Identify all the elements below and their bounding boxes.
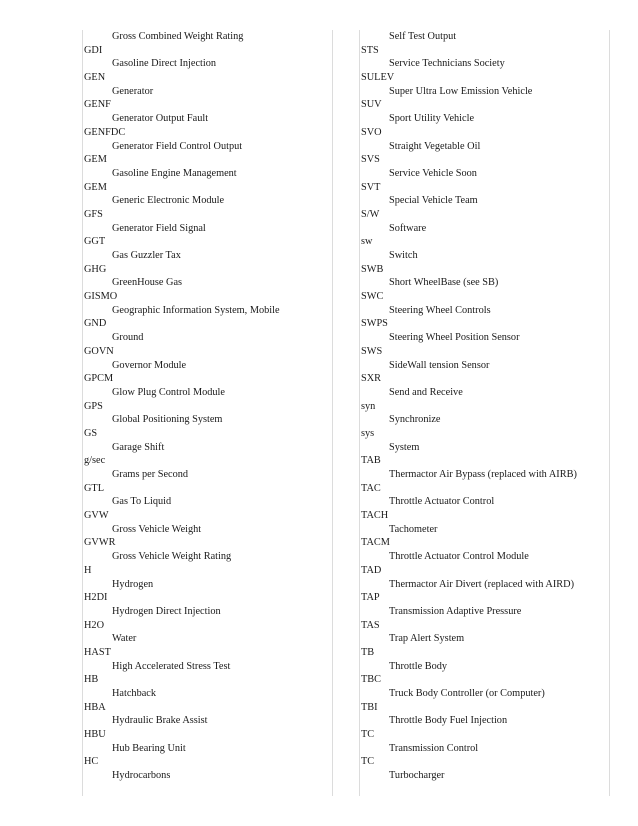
entry-abbreviation: SVT (361, 181, 381, 193)
left-glossary-column (82, 30, 333, 796)
glossary-entry (83, 208, 332, 235)
glossary-entry (83, 181, 332, 208)
entry-definition: Hydrogen (112, 578, 154, 590)
entry-definition: Special Vehicle Team (389, 195, 478, 207)
entry-abbreviation: sys (361, 427, 375, 439)
entry-definition: Transmission Adaptive Pressure (389, 605, 522, 617)
entry-definition: Steering Wheel Position Sensor (389, 332, 520, 344)
entry-definition: Garage Shift (112, 441, 165, 453)
entry-abbreviation: GGT (84, 236, 106, 248)
entry-abbreviation: syn (361, 400, 376, 412)
entry-definition: Throttle Body Fuel Injection (389, 715, 508, 727)
entry-definition: Switch (389, 250, 418, 261)
glossary-entry (360, 454, 609, 481)
glossary-entry (360, 263, 609, 290)
glossary-entry (83, 701, 332, 728)
entry-abbreviation: SXR (361, 373, 382, 385)
entry-definition: Generator Field Signal (112, 222, 206, 234)
entry-definition: Software (389, 222, 427, 234)
entry-abbreviation: GENF (84, 99, 111, 111)
glossary-entry (83, 400, 332, 427)
entry-abbreviation: SWC (361, 291, 384, 303)
entry-abbreviation: g/sec (84, 455, 106, 467)
entry-abbreviation: SWS (361, 345, 383, 357)
glossary-entry (83, 372, 332, 399)
glossary-entry (360, 536, 609, 563)
entry-abbreviation: GEM (84, 181, 107, 193)
entry-abbreviation: GOVN (84, 345, 114, 357)
glossary-entry (360, 208, 609, 235)
entry-abbreviation: H (84, 564, 92, 576)
glossary-entry (360, 564, 609, 591)
entry-definition: Hub Bearing Unit (112, 742, 186, 754)
glossary-entry (83, 591, 332, 618)
glossary-entry (83, 71, 332, 98)
entry-definition: Service Vehicle Soon (389, 167, 477, 179)
glossary-entry (360, 71, 609, 98)
entry-definition: Trap Alert System (389, 633, 465, 645)
glossary-entry (83, 427, 332, 454)
entry-abbreviation: TC (361, 729, 375, 741)
entry-abbreviation: TACH (361, 510, 389, 522)
glossary-entry (83, 454, 332, 481)
entry-definition: Gross Vehicle Weight (112, 523, 202, 535)
glossary-entry (83, 290, 332, 317)
entry-definition: Hydraulic Brake Assist (112, 715, 208, 727)
glossary-entry (83, 98, 332, 125)
entry-definition: Throttle Actuator Control Module (389, 551, 529, 563)
glossary-entry (83, 755, 332, 782)
entry-definition: Gas To Liquid (112, 496, 172, 508)
entry-abbreviation: H2DI (84, 592, 108, 604)
entry-abbreviation: GPS (84, 400, 103, 412)
entry-definition: Super Ultra Low Emission Vehicle (389, 85, 533, 97)
left-entry-list (83, 44, 332, 783)
glossary-entry (83, 126, 332, 153)
entry-definition: Glow Plug Control Module (112, 386, 225, 398)
entry-definition: Generator (112, 85, 154, 97)
glossary-entry (83, 536, 332, 563)
entry-definition: Hydrocarbons (112, 770, 171, 782)
entry-abbreviation: TAB (361, 455, 381, 467)
glossary-entry (360, 509, 609, 536)
glossary-entry (360, 181, 609, 208)
entry-definition: Gross Vehicle Weight Rating (112, 551, 232, 563)
entry-definition: Gasoline Engine Management (112, 167, 237, 179)
glossary-entry (83, 673, 332, 700)
entry-abbreviation: TAD (361, 564, 382, 576)
glossary-entry (360, 728, 609, 755)
entry-definition: SideWall tension Sensor (389, 359, 490, 371)
entry-abbreviation: TAS (361, 619, 380, 631)
entry-abbreviation: HBU (84, 729, 106, 741)
entry-abbreviation: TBI (361, 701, 378, 713)
entry-abbreviation: GENFDC (84, 126, 126, 138)
entry-definition: Short WheelBase (see SB) (389, 277, 499, 289)
entry-abbreviation: GEN (84, 72, 106, 84)
entry-abbreviation: HB (84, 674, 99, 686)
entry-abbreviation: SWB (361, 263, 384, 275)
entry-definition: Transmission Control (389, 742, 479, 754)
glossary-entry (360, 427, 609, 454)
glossary-entry (360, 755, 609, 782)
entry-definition: Global Positioning System (112, 414, 223, 426)
glossary-entry (83, 263, 332, 290)
entry-abbreviation: SVO (361, 126, 382, 138)
entry-abbreviation: GTL (84, 482, 105, 494)
entry-abbreviation: GISMO (84, 291, 118, 303)
entry-definition: Hydrogen Direct Injection (112, 605, 221, 617)
glossary-entry (360, 290, 609, 317)
entry-abbreviation: GND (84, 318, 107, 330)
entry-definition: Geographic Information System, Mobile (112, 304, 280, 316)
entry-definition: GreenHouse Gas (112, 277, 183, 289)
entry-abbreviation: GVWR (84, 537, 116, 549)
glossary-entry (360, 98, 609, 125)
entry-definition: Gasoline Direct Injection (112, 58, 217, 70)
glossary-entry (360, 673, 609, 700)
entry-abbreviation: SVS (361, 154, 380, 166)
entry-abbreviation: GFS (84, 208, 103, 220)
glossary-entry (83, 728, 332, 755)
entry-abbreviation: HC (84, 756, 99, 768)
glossary-entry (360, 482, 609, 509)
entry-abbreviation: GDI (84, 44, 103, 56)
entry-definition: Straight Vegetable Oil (389, 140, 481, 152)
entry-definition: Ground (112, 332, 144, 344)
entry-abbreviation: SULEV (361, 72, 395, 84)
entry-definition: Tachometer (389, 523, 438, 535)
glossary-entry (360, 345, 609, 372)
entry-definition: Throttle Actuator Control (389, 496, 495, 508)
glossary-entry (360, 126, 609, 153)
glossary-entry (360, 701, 609, 728)
entry-abbreviation: GEM (84, 154, 107, 166)
entry-definition: Generic Electronic Module (112, 195, 225, 207)
entry-definition: Service Technicians Society (389, 58, 505, 70)
entry-definition: Water (112, 633, 137, 645)
entry-abbreviation: TC (361, 756, 375, 768)
glossary-entry (360, 646, 609, 673)
entry-definition: Steering Wheel Controls (389, 304, 491, 316)
glossary-entry (83, 345, 332, 372)
entry-abbreviation: STS (361, 44, 379, 56)
right-glossary-column (359, 30, 610, 796)
glossary-entry (360, 235, 609, 262)
entry-definition: High Accelerated Stress Test (112, 660, 231, 672)
entry-abbreviation: TAP (361, 592, 380, 604)
entry-definition: Thermactor Air Bypass (replaced with AIRB) (389, 469, 577, 480)
entry-definition: Grams per Second (112, 469, 189, 480)
glossary-entry (83, 646, 332, 673)
glossary-entry (83, 564, 332, 591)
glossary-entry (83, 317, 332, 344)
glossary-entry (83, 619, 332, 646)
glossary-entry (360, 400, 609, 427)
entry-abbreviation: sw (361, 236, 373, 248)
entry-abbreviation: HAST (84, 646, 111, 658)
entry-definition: Sport Utility Vehicle (389, 113, 475, 125)
entry-definition: Turbocharger (389, 770, 445, 782)
entry-abbreviation: TAC (361, 482, 381, 494)
left-first-definition: Gross Combined Weight Rating (112, 31, 244, 42)
entry-definition: Gas Guzzler Tax (112, 250, 181, 261)
entry-definition: Truck Body Controller (or Computer) (389, 688, 545, 699)
glossary-entry (83, 235, 332, 262)
right-first-definition: Self Test Output (389, 31, 457, 42)
glossary-entry (360, 317, 609, 344)
entry-definition: System (389, 441, 420, 453)
entry-definition: Send and Receive (389, 386, 463, 398)
entry-definition: Throttle Body (389, 660, 448, 672)
entry-abbreviation: GHG (84, 263, 107, 275)
entry-abbreviation: GS (84, 427, 98, 439)
entry-abbreviation: TBC (361, 674, 382, 686)
entry-definition: Thermactor Air Divert (replaced with AIRD) (389, 578, 574, 590)
glossary-entry (360, 591, 609, 618)
glossary-entry (360, 619, 609, 646)
glossary-entry (360, 153, 609, 180)
glossary-entry (360, 44, 609, 71)
entry-abbreviation: GVW (84, 510, 109, 522)
right-entry-list (360, 44, 609, 783)
entry-definition: Synchronize (389, 414, 441, 426)
entry-definition: Governor Module (112, 359, 187, 371)
glossary-entry (83, 44, 332, 71)
glossary-entry (83, 509, 332, 536)
entry-abbreviation: TB (361, 646, 375, 658)
entry-abbreviation: HBA (84, 701, 106, 713)
entry-abbreviation: SWPS (361, 318, 388, 330)
entry-definition: Generator Output Fault (112, 113, 209, 125)
entry-abbreviation: TACM (361, 537, 390, 549)
entry-definition: Hatchback (112, 688, 157, 699)
glossary-entry (360, 372, 609, 399)
entry-abbreviation: S/W (361, 208, 380, 220)
entry-definition: Generator Field Control Output (112, 140, 243, 152)
glossary-entry (83, 482, 332, 509)
entry-abbreviation: GPCM (84, 373, 114, 385)
glossary-entry (83, 153, 332, 180)
entry-abbreviation: SUV (361, 99, 382, 111)
entry-abbreviation: H2O (84, 619, 105, 631)
